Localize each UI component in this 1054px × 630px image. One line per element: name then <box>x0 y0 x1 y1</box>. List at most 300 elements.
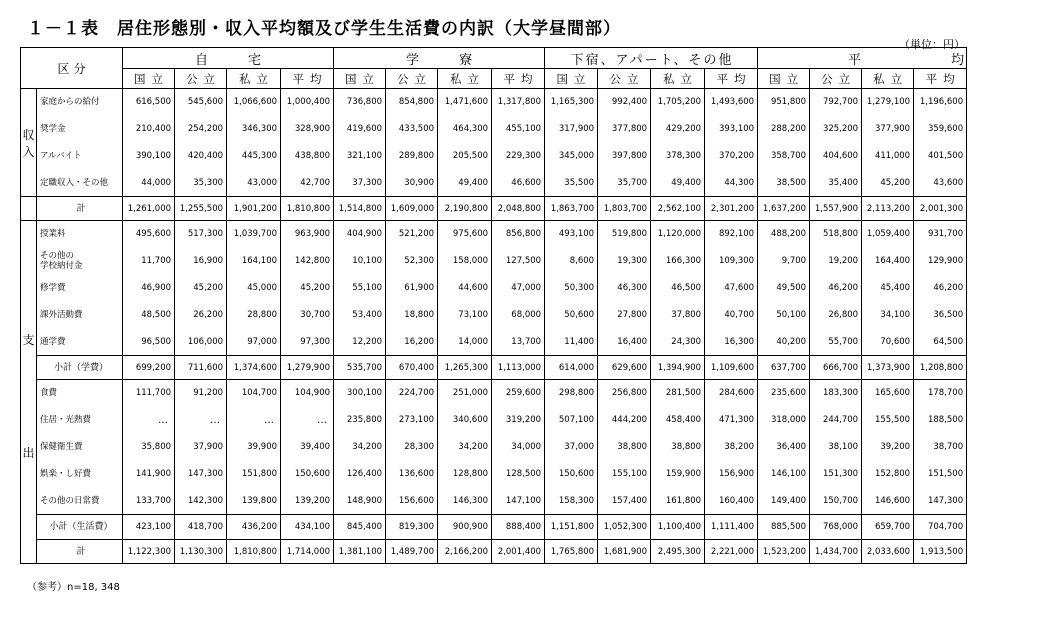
value-cell: 2,495,300 <box>651 540 705 564</box>
value-cell: 147,100 <box>492 488 545 515</box>
value-cell: 45,400 <box>862 275 914 302</box>
value-cell: 888,400 <box>492 515 545 540</box>
value-cell: 1,514,800 <box>334 197 386 221</box>
value-cell: 38,100 <box>810 434 862 461</box>
value-cell: 11,700 <box>123 248 175 275</box>
value-cell: 1,523,200 <box>758 540 810 564</box>
value-cell: 429,200 <box>651 116 705 143</box>
value-cell: 1,381,100 <box>334 540 386 564</box>
value-cell: 1,901,200 <box>227 197 281 221</box>
value-cell: 244,700 <box>810 407 862 434</box>
side-char: 入 <box>22 144 35 159</box>
value-cell: 1,109,600 <box>705 356 758 380</box>
value-cell: 1,279,900 <box>281 356 334 380</box>
value-cell: 289,800 <box>386 143 438 170</box>
value-cell: 34,200 <box>334 434 386 461</box>
value-cell: 1,059,400 <box>862 221 914 248</box>
value-cell: 151,300 <box>810 461 862 488</box>
value-cell: 165,600 <box>862 380 914 407</box>
value-cell: 205,500 <box>438 143 492 170</box>
value-cell: 254,200 <box>175 116 227 143</box>
value-cell: 423,100 <box>123 515 175 540</box>
value-cell: 229,300 <box>492 143 545 170</box>
row-label: 家庭からの給付 <box>37 89 123 116</box>
value-cell: 50,300 <box>545 275 598 302</box>
value-cell: 46,300 <box>598 275 651 302</box>
value-cell: 1,196,600 <box>914 89 967 116</box>
value-cell: 44,600 <box>438 275 492 302</box>
value-cell: 96,500 <box>123 329 175 356</box>
value-cell: 1,434,700 <box>810 540 862 564</box>
group-header-average: 平均 <box>758 48 967 69</box>
value-cell: 46,600 <box>492 170 545 197</box>
table-row <box>21 380 967 407</box>
row-label: 計 <box>37 197 123 221</box>
row-label: 住居・光熱費 <box>37 407 123 434</box>
value-cell: 50,100 <box>758 302 810 329</box>
row-label <box>37 248 123 275</box>
table-body <box>21 89 967 564</box>
value-cell: 30,900 <box>386 170 438 197</box>
value-cell: 142,300 <box>175 488 227 515</box>
subtotal-row <box>21 356 967 380</box>
value-cell: 433,500 <box>386 116 438 143</box>
value-cell: 37,000 <box>545 434 598 461</box>
value-cell: 38,800 <box>598 434 651 461</box>
table-row <box>21 143 967 170</box>
value-cell: 1,120,000 <box>651 221 705 248</box>
value-cell: 393,100 <box>705 116 758 143</box>
value-cell: 150,600 <box>545 461 598 488</box>
value-cell: 1,493,600 <box>705 89 758 116</box>
value-cell: 436,200 <box>227 515 281 540</box>
group-header-home: 自宅 <box>123 48 334 69</box>
value-cell: 2,562,100 <box>651 197 705 221</box>
value-cell: 49,400 <box>438 170 492 197</box>
value-cell: 133,700 <box>123 488 175 515</box>
value-cell: … <box>123 407 175 434</box>
value-cell: 259,600 <box>492 380 545 407</box>
side-char: 出 <box>22 446 35 460</box>
value-cell: 156,900 <box>705 461 758 488</box>
table-row <box>21 329 967 356</box>
value-cell: 43,600 <box>914 170 967 197</box>
value-cell: 35,300 <box>175 170 227 197</box>
sub-header-cell: 私立 <box>862 69 914 89</box>
value-cell: 55,100 <box>334 275 386 302</box>
value-cell: 321,100 <box>334 143 386 170</box>
value-cell: 1,373,900 <box>862 356 914 380</box>
value-cell: 188,500 <box>914 407 967 434</box>
value-cell: … <box>281 407 334 434</box>
value-cell: 438,800 <box>281 143 334 170</box>
value-cell: 16,300 <box>705 329 758 356</box>
value-cell: 45,200 <box>281 275 334 302</box>
side-char: 支 <box>22 333 35 347</box>
value-cell: 155,500 <box>862 407 914 434</box>
table-row <box>21 407 967 434</box>
table-row <box>21 170 967 197</box>
value-cell: 1,374,600 <box>227 356 281 380</box>
value-cell: 736,800 <box>334 89 386 116</box>
value-cell: 210,400 <box>123 116 175 143</box>
value-cell: 151,500 <box>914 461 967 488</box>
value-cell: 139,800 <box>227 488 281 515</box>
value-cell: 46,500 <box>651 275 705 302</box>
sub-header-cell: 国立 <box>545 69 598 89</box>
value-cell: 1,394,900 <box>651 356 705 380</box>
value-cell: 2,301,200 <box>705 197 758 221</box>
value-cell: 1,052,300 <box>598 515 651 540</box>
value-cell: 256,800 <box>598 380 651 407</box>
value-cell: 150,600 <box>281 461 334 488</box>
sub-header-cell: 公立 <box>810 69 862 89</box>
value-cell: 35,800 <box>123 434 175 461</box>
value-cell: 464,300 <box>438 116 492 143</box>
value-cell: 273,100 <box>386 407 438 434</box>
value-cell: 18,800 <box>386 302 438 329</box>
value-cell: 517,300 <box>175 221 227 248</box>
value-cell: 26,200 <box>175 302 227 329</box>
value-cell: 46,900 <box>123 275 175 302</box>
table-row <box>21 302 967 329</box>
value-cell: 2,113,200 <box>862 197 914 221</box>
value-cell: 38,800 <box>651 434 705 461</box>
value-cell: 545,600 <box>175 89 227 116</box>
value-cell: 535,700 <box>334 356 386 380</box>
value-cell: 43,000 <box>227 170 281 197</box>
value-cell: 147,300 <box>914 488 967 515</box>
value-cell: 444,200 <box>598 407 651 434</box>
value-cell: 1,637,200 <box>758 197 810 221</box>
value-cell: 629,600 <box>598 356 651 380</box>
side-char: 収 <box>22 127 35 142</box>
value-cell: 1,810,800 <box>281 197 334 221</box>
value-cell: 377,900 <box>862 116 914 143</box>
value-cell: 37,300 <box>334 170 386 197</box>
value-cell: 183,300 <box>810 380 862 407</box>
value-cell: 2,166,200 <box>438 540 492 564</box>
value-cell: … <box>227 407 281 434</box>
value-cell: 704,700 <box>914 515 967 540</box>
value-cell: 97,000 <box>227 329 281 356</box>
row-label-line: その他の <box>40 251 75 261</box>
value-cell: 1,714,000 <box>281 540 334 564</box>
value-cell: 845,400 <box>334 515 386 540</box>
value-cell: 325,200 <box>810 116 862 143</box>
blank-cell <box>21 197 37 221</box>
value-cell: 345,000 <box>545 143 598 170</box>
value-cell: 97,300 <box>281 329 334 356</box>
value-cell: 1,122,300 <box>123 540 175 564</box>
value-cell: 1,489,700 <box>386 540 438 564</box>
value-cell: 50,600 <box>545 302 598 329</box>
value-cell: 1,255,500 <box>175 197 227 221</box>
value-cell: 42,700 <box>281 170 334 197</box>
row-label: 課外活動費 <box>37 302 123 329</box>
sub-header-cell: 国立 <box>123 69 175 89</box>
value-cell: 288,200 <box>758 116 810 143</box>
value-cell: 2,001,300 <box>914 197 967 221</box>
row-label: 授業料 <box>37 221 123 248</box>
value-cell: 158,000 <box>438 248 492 275</box>
table-row <box>21 275 967 302</box>
value-cell: 38,700 <box>914 434 967 461</box>
table-row <box>21 434 967 461</box>
value-cell: 126,400 <box>334 461 386 488</box>
value-cell: 370,200 <box>705 143 758 170</box>
value-cell: 152,800 <box>862 461 914 488</box>
value-cell: 411,000 <box>862 143 914 170</box>
value-cell: 111,700 <box>123 380 175 407</box>
value-cell: 160,400 <box>705 488 758 515</box>
value-cell: 19,300 <box>598 248 651 275</box>
value-cell: 284,600 <box>705 380 758 407</box>
value-cell: 39,900 <box>227 434 281 461</box>
value-cell: 39,400 <box>281 434 334 461</box>
row-label: 通学費 <box>37 329 123 356</box>
value-cell: 155,100 <box>598 461 651 488</box>
value-cell: 507,100 <box>545 407 598 434</box>
value-cell: 1,261,000 <box>123 197 175 221</box>
value-cell: 1,557,900 <box>810 197 862 221</box>
value-cell: 1,317,800 <box>492 89 545 116</box>
row-label: 計 <box>37 540 123 564</box>
value-cell: 1,039,700 <box>227 221 281 248</box>
value-cell: 1,066,600 <box>227 89 281 116</box>
value-cell: 64,500 <box>914 329 967 356</box>
value-cell: 358,700 <box>758 143 810 170</box>
value-cell: 35,500 <box>545 170 598 197</box>
value-cell: 224,700 <box>386 380 438 407</box>
row-label: 娯楽・し好費 <box>37 461 123 488</box>
value-cell: 819,300 <box>386 515 438 540</box>
value-cell: 1,913,500 <box>914 540 967 564</box>
value-cell: 2,190,800 <box>438 197 492 221</box>
sub-header-cell: 公立 <box>175 69 227 89</box>
table-row <box>21 488 967 515</box>
value-cell: 146,600 <box>862 488 914 515</box>
value-cell: 854,800 <box>386 89 438 116</box>
value-cell: 1,165,300 <box>545 89 598 116</box>
value-cell: 35,400 <box>810 170 862 197</box>
value-cell: 401,500 <box>914 143 967 170</box>
sub-header-row <box>21 69 967 89</box>
sub-header-cell: 私立 <box>438 69 492 89</box>
value-cell: 166,300 <box>651 248 705 275</box>
expense-table <box>20 47 1054 564</box>
value-cell: 2,048,800 <box>492 197 545 221</box>
value-cell: 1,681,900 <box>598 540 651 564</box>
value-cell: 2,221,000 <box>705 540 758 564</box>
value-cell: 340,600 <box>438 407 492 434</box>
value-cell: 156,600 <box>386 488 438 515</box>
value-cell: 616,500 <box>123 89 175 116</box>
value-cell: 519,800 <box>598 221 651 248</box>
value-cell: 885,500 <box>758 515 810 540</box>
value-cell: 493,100 <box>545 221 598 248</box>
value-cell: 768,000 <box>810 515 862 540</box>
value-cell: 666,700 <box>810 356 862 380</box>
value-cell: 159,900 <box>651 461 705 488</box>
value-cell: 992,400 <box>598 89 651 116</box>
value-cell: 61,900 <box>386 275 438 302</box>
value-cell: 670,400 <box>386 356 438 380</box>
table-row <box>21 248 967 275</box>
value-cell: 699,200 <box>123 356 175 380</box>
value-cell: 40,200 <box>758 329 810 356</box>
value-cell: 24,300 <box>651 329 705 356</box>
value-cell: 1,863,700 <box>545 197 598 221</box>
value-cell: 27,800 <box>598 302 651 329</box>
row-label: 修学費 <box>37 275 123 302</box>
value-cell: 49,400 <box>651 170 705 197</box>
row-label: 定職収入・その他 <box>37 170 123 197</box>
value-cell: 106,000 <box>175 329 227 356</box>
value-cell: 46,200 <box>810 275 862 302</box>
value-cell: 49,500 <box>758 275 810 302</box>
row-label: その他の日常費 <box>37 488 123 515</box>
value-cell: 1,471,600 <box>438 89 492 116</box>
value-cell: 328,900 <box>281 116 334 143</box>
value-cell: 146,100 <box>758 461 810 488</box>
sub-header-cell: 平均 <box>705 69 758 89</box>
value-cell: 1,810,800 <box>227 540 281 564</box>
value-cell: 1,151,800 <box>545 515 598 540</box>
value-cell: 35,700 <box>598 170 651 197</box>
value-cell: 455,100 <box>492 116 545 143</box>
sub-header-cell: 国立 <box>334 69 386 89</box>
value-cell: 711,600 <box>175 356 227 380</box>
value-cell: 11,400 <box>545 329 598 356</box>
value-cell: 495,600 <box>123 221 175 248</box>
value-cell: 109,300 <box>705 248 758 275</box>
value-cell: 1,130,300 <box>175 540 227 564</box>
value-cell: 127,500 <box>492 248 545 275</box>
value-cell: 47,600 <box>705 275 758 302</box>
value-cell: 30,700 <box>281 302 334 329</box>
value-cell: 951,800 <box>758 89 810 116</box>
sub-header-cell: 私立 <box>651 69 705 89</box>
value-cell: 2,001,400 <box>492 540 545 564</box>
value-cell: 44,000 <box>123 170 175 197</box>
value-cell: 445,300 <box>227 143 281 170</box>
value-cell: 128,500 <box>492 461 545 488</box>
sub-header-cell: 平均 <box>914 69 967 89</box>
value-cell: 892,100 <box>705 221 758 248</box>
value-cell: 45,000 <box>227 275 281 302</box>
total-row <box>21 197 967 221</box>
value-cell: 148,900 <box>334 488 386 515</box>
table-row <box>21 116 967 143</box>
value-cell: 104,900 <box>281 380 334 407</box>
value-cell: 34,100 <box>862 302 914 329</box>
value-cell: 659,700 <box>862 515 914 540</box>
value-cell: 418,700 <box>175 515 227 540</box>
value-cell: 614,000 <box>545 356 598 380</box>
value-cell: 34,000 <box>492 434 545 461</box>
value-cell: 91,200 <box>175 380 227 407</box>
value-cell: 1,208,800 <box>914 356 967 380</box>
value-cell: 378,300 <box>651 143 705 170</box>
table-row <box>21 461 967 488</box>
value-cell: 36,500 <box>914 302 967 329</box>
sub-header-cell: 私立 <box>227 69 281 89</box>
value-cell: 377,800 <box>598 116 651 143</box>
value-cell: 397,800 <box>598 143 651 170</box>
unit-label: （単位：円） <box>899 38 965 51</box>
value-cell: 1,705,200 <box>651 89 705 116</box>
value-cell: 319,200 <box>492 407 545 434</box>
value-cell: 26,800 <box>810 302 862 329</box>
value-cell: 8,600 <box>545 248 598 275</box>
row-label: 保健衛生費 <box>37 434 123 461</box>
value-cell: 45,200 <box>862 170 914 197</box>
value-cell: 13,700 <box>492 329 545 356</box>
value-cell: 900,900 <box>438 515 492 540</box>
value-cell: 104,700 <box>227 380 281 407</box>
value-cell: 142,800 <box>281 248 334 275</box>
sub-header-cell: 公立 <box>386 69 438 89</box>
value-cell: 637,700 <box>758 356 810 380</box>
value-cell: 434,100 <box>281 515 334 540</box>
value-cell: 40,700 <box>705 302 758 329</box>
page-title: １－１表 居住形態別・収入平均額及び学生生活費の内訳（大学昼間部） <box>27 19 621 39</box>
value-cell: 1,803,700 <box>598 197 651 221</box>
value-cell: 235,600 <box>758 380 810 407</box>
sub-header-cell: 平均 <box>281 69 334 89</box>
value-cell: 1,765,800 <box>545 540 598 564</box>
value-cell: 16,400 <box>598 329 651 356</box>
value-cell: 44,300 <box>705 170 758 197</box>
value-cell: 149,400 <box>758 488 810 515</box>
value-cell: 9,700 <box>758 248 810 275</box>
sub-header-cell: 平均 <box>492 69 545 89</box>
value-cell: 158,300 <box>545 488 598 515</box>
row-label: 小計（学費） <box>37 356 123 380</box>
value-cell: 346,300 <box>227 116 281 143</box>
value-cell: 963,900 <box>281 221 334 248</box>
value-cell: 1,609,000 <box>386 197 438 221</box>
value-cell: 47,000 <box>492 275 545 302</box>
kubun-header: 区分 <box>21 48 123 89</box>
value-cell: 136,600 <box>386 461 438 488</box>
value-cell: 19,200 <box>810 248 862 275</box>
value-cell: 53,400 <box>334 302 386 329</box>
value-cell: 16,200 <box>386 329 438 356</box>
value-cell: 471,300 <box>705 407 758 434</box>
row-label: 小計（生活費） <box>37 515 123 540</box>
value-cell: 975,600 <box>438 221 492 248</box>
value-cell: 150,700 <box>810 488 862 515</box>
value-cell: 359,600 <box>914 116 967 143</box>
row-label: アルバイト <box>37 143 123 170</box>
row-label-line: 学校納付金 <box>40 261 83 271</box>
group-header-lodging: 下宿、アパート、その他 <box>545 48 758 69</box>
subtotal-row <box>21 515 967 540</box>
value-cell: 164,100 <box>227 248 281 275</box>
value-cell: 38,500 <box>758 170 810 197</box>
value-cell: 792,700 <box>810 89 862 116</box>
side-label-income <box>21 89 37 197</box>
value-cell: 404,600 <box>810 143 862 170</box>
side-label-expense <box>21 221 37 564</box>
value-cell: 419,600 <box>334 116 386 143</box>
value-cell: 12,200 <box>334 329 386 356</box>
value-cell: 1,279,100 <box>862 89 914 116</box>
value-cell: 178,700 <box>914 380 967 407</box>
value-cell: 521,200 <box>386 221 438 248</box>
